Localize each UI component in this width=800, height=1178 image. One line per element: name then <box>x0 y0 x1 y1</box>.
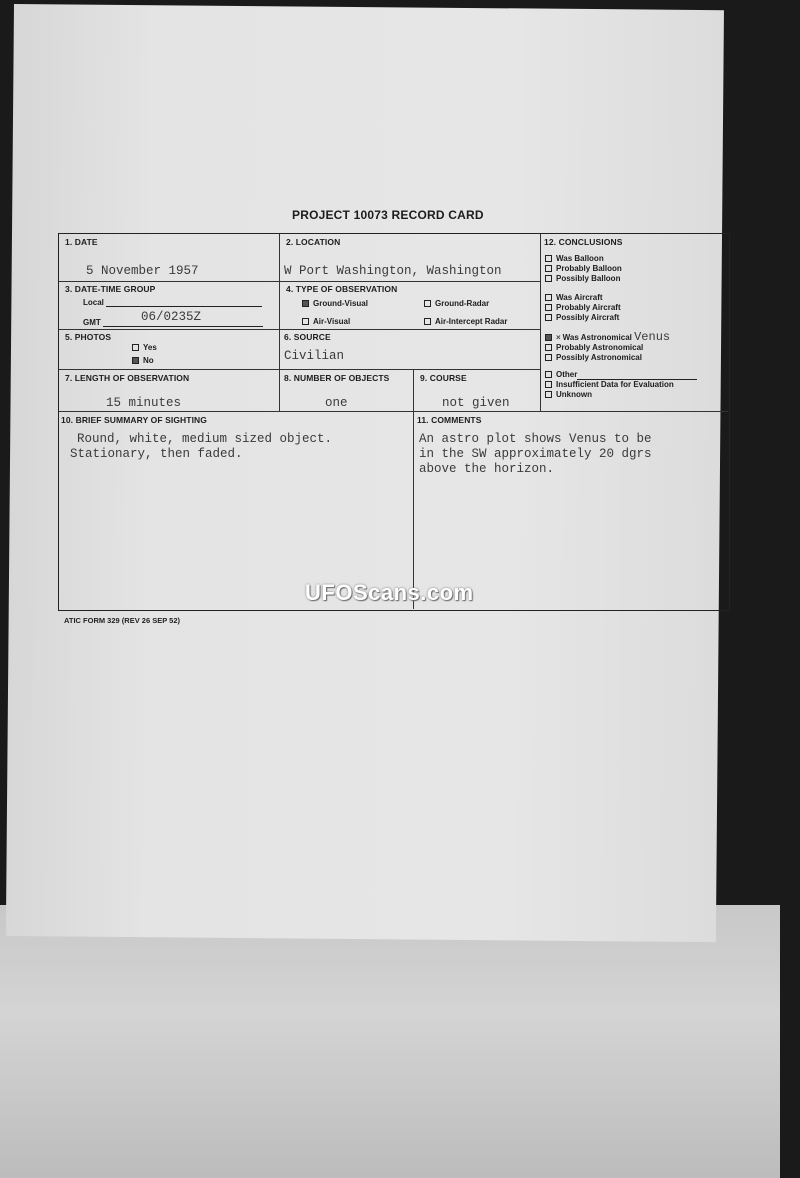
air-intercept-radar-checkbox <box>424 318 431 325</box>
backing-surface <box>0 905 780 1178</box>
watermark: UFOScans.com <box>305 580 474 605</box>
was-astronomical-option: × Was Astronomical Venus <box>545 332 731 343</box>
conclusions-label: 12. CONCLUSIONS <box>544 237 623 247</box>
photos-label: 5. PHOTOS <box>65 332 112 342</box>
length-label: 7. LENGTH OF OBSERVATION <box>65 373 190 383</box>
datetime-cell <box>59 282 280 330</box>
conclusions-aircraft-group <box>545 293 731 323</box>
air-visual-option: Air-Visual <box>302 317 350 326</box>
local-label: Local <box>83 298 262 307</box>
photos-no-checkbox <box>132 357 139 364</box>
ground-visual-checkbox <box>302 300 309 307</box>
course-label: 9. COURSE <box>420 373 467 383</box>
ground-radar-checkbox <box>424 300 431 307</box>
source-value: Civilian <box>284 349 345 363</box>
summary-line-2: Stationary, then faded. <box>70 447 243 461</box>
photos-no-option: No <box>132 356 154 365</box>
source-cell <box>280 330 541 370</box>
ground-radar-option: Ground-Radar <box>424 299 489 308</box>
insufficient-option: Insufficient Data for Evaluation <box>545 380 731 390</box>
card-title: PROJECT 10073 RECORD CARD <box>292 208 484 222</box>
objects-cell <box>280 370 414 412</box>
air-intercept-radar-option: Air-Intercept Radar <box>424 317 507 326</box>
unknown-option: Unknown <box>545 390 731 400</box>
source-label: 6. SOURCE <box>284 332 331 342</box>
objects-label: 8. NUMBER OF OBJECTS <box>284 373 390 383</box>
conclusions-other-group <box>545 370 731 400</box>
location-label: 2. LOCATION <box>286 237 341 247</box>
photos-cell <box>59 330 280 370</box>
was-balloon-option: Was Balloon <box>545 254 731 264</box>
possibly-aircraft-option: Possibly Aircraft <box>545 313 731 323</box>
comments-line-1: An astro plot shows Venus to be <box>419 432 652 446</box>
course-cell <box>414 370 541 412</box>
form-footer: ATIC FORM 329 (REV 26 SEP 52) <box>64 616 181 625</box>
length-cell <box>59 370 280 412</box>
photos-yes-checkbox <box>132 344 139 351</box>
record-card-form <box>58 233 730 611</box>
date-label: 1. DATE <box>65 237 98 247</box>
ground-visual-option: Ground-Visual <box>302 299 368 308</box>
location-cell <box>280 234 541 282</box>
possibly-balloon-option: Possibly Balloon <box>545 274 731 284</box>
summary-line-1: Round, white, medium sized object. <box>77 432 333 446</box>
length-value: 15 minutes <box>106 396 182 410</box>
observation-type-cell <box>280 282 541 330</box>
gmt-label: GMT <box>83 318 263 327</box>
astronomical-note: Venus <box>634 330 671 344</box>
comments-line-3: above the horizon. <box>419 462 555 476</box>
probably-balloon-option: Probably Balloon <box>545 264 731 274</box>
conclusions-astronomical-group <box>545 332 731 363</box>
gmt-value: 06/0235Z <box>141 310 202 324</box>
observation-type-label: 4. TYPE OF OBSERVATION <box>286 284 398 294</box>
objects-value: one <box>325 396 348 410</box>
air-visual-checkbox <box>302 318 309 325</box>
photos-yes-option: Yes <box>132 343 157 352</box>
possibly-astronomical-option: Possibly Astronomical <box>545 353 731 363</box>
probably-aircraft-option: Probably Aircraft <box>545 303 731 313</box>
course-value: not given <box>442 396 510 410</box>
other-option: Other <box>545 370 731 380</box>
comments-label: 11. COMMENTS <box>417 415 482 425</box>
probably-astronomical-option: Probably Astronomical <box>545 343 731 353</box>
date-cell <box>59 234 280 282</box>
location-value: W Port Washington, Washington <box>284 264 502 278</box>
datetime-label: 3. DATE-TIME GROUP <box>65 284 156 294</box>
comments-line-2: in the SW approximately 20 dgrs <box>419 447 652 461</box>
was-aircraft-option: Was Aircraft <box>545 293 731 303</box>
date-value: 5 November 1957 <box>86 264 199 278</box>
summary-label: 10. BRIEF SUMMARY OF SIGHTING <box>61 415 207 425</box>
conclusions-balloon-group <box>545 254 731 284</box>
